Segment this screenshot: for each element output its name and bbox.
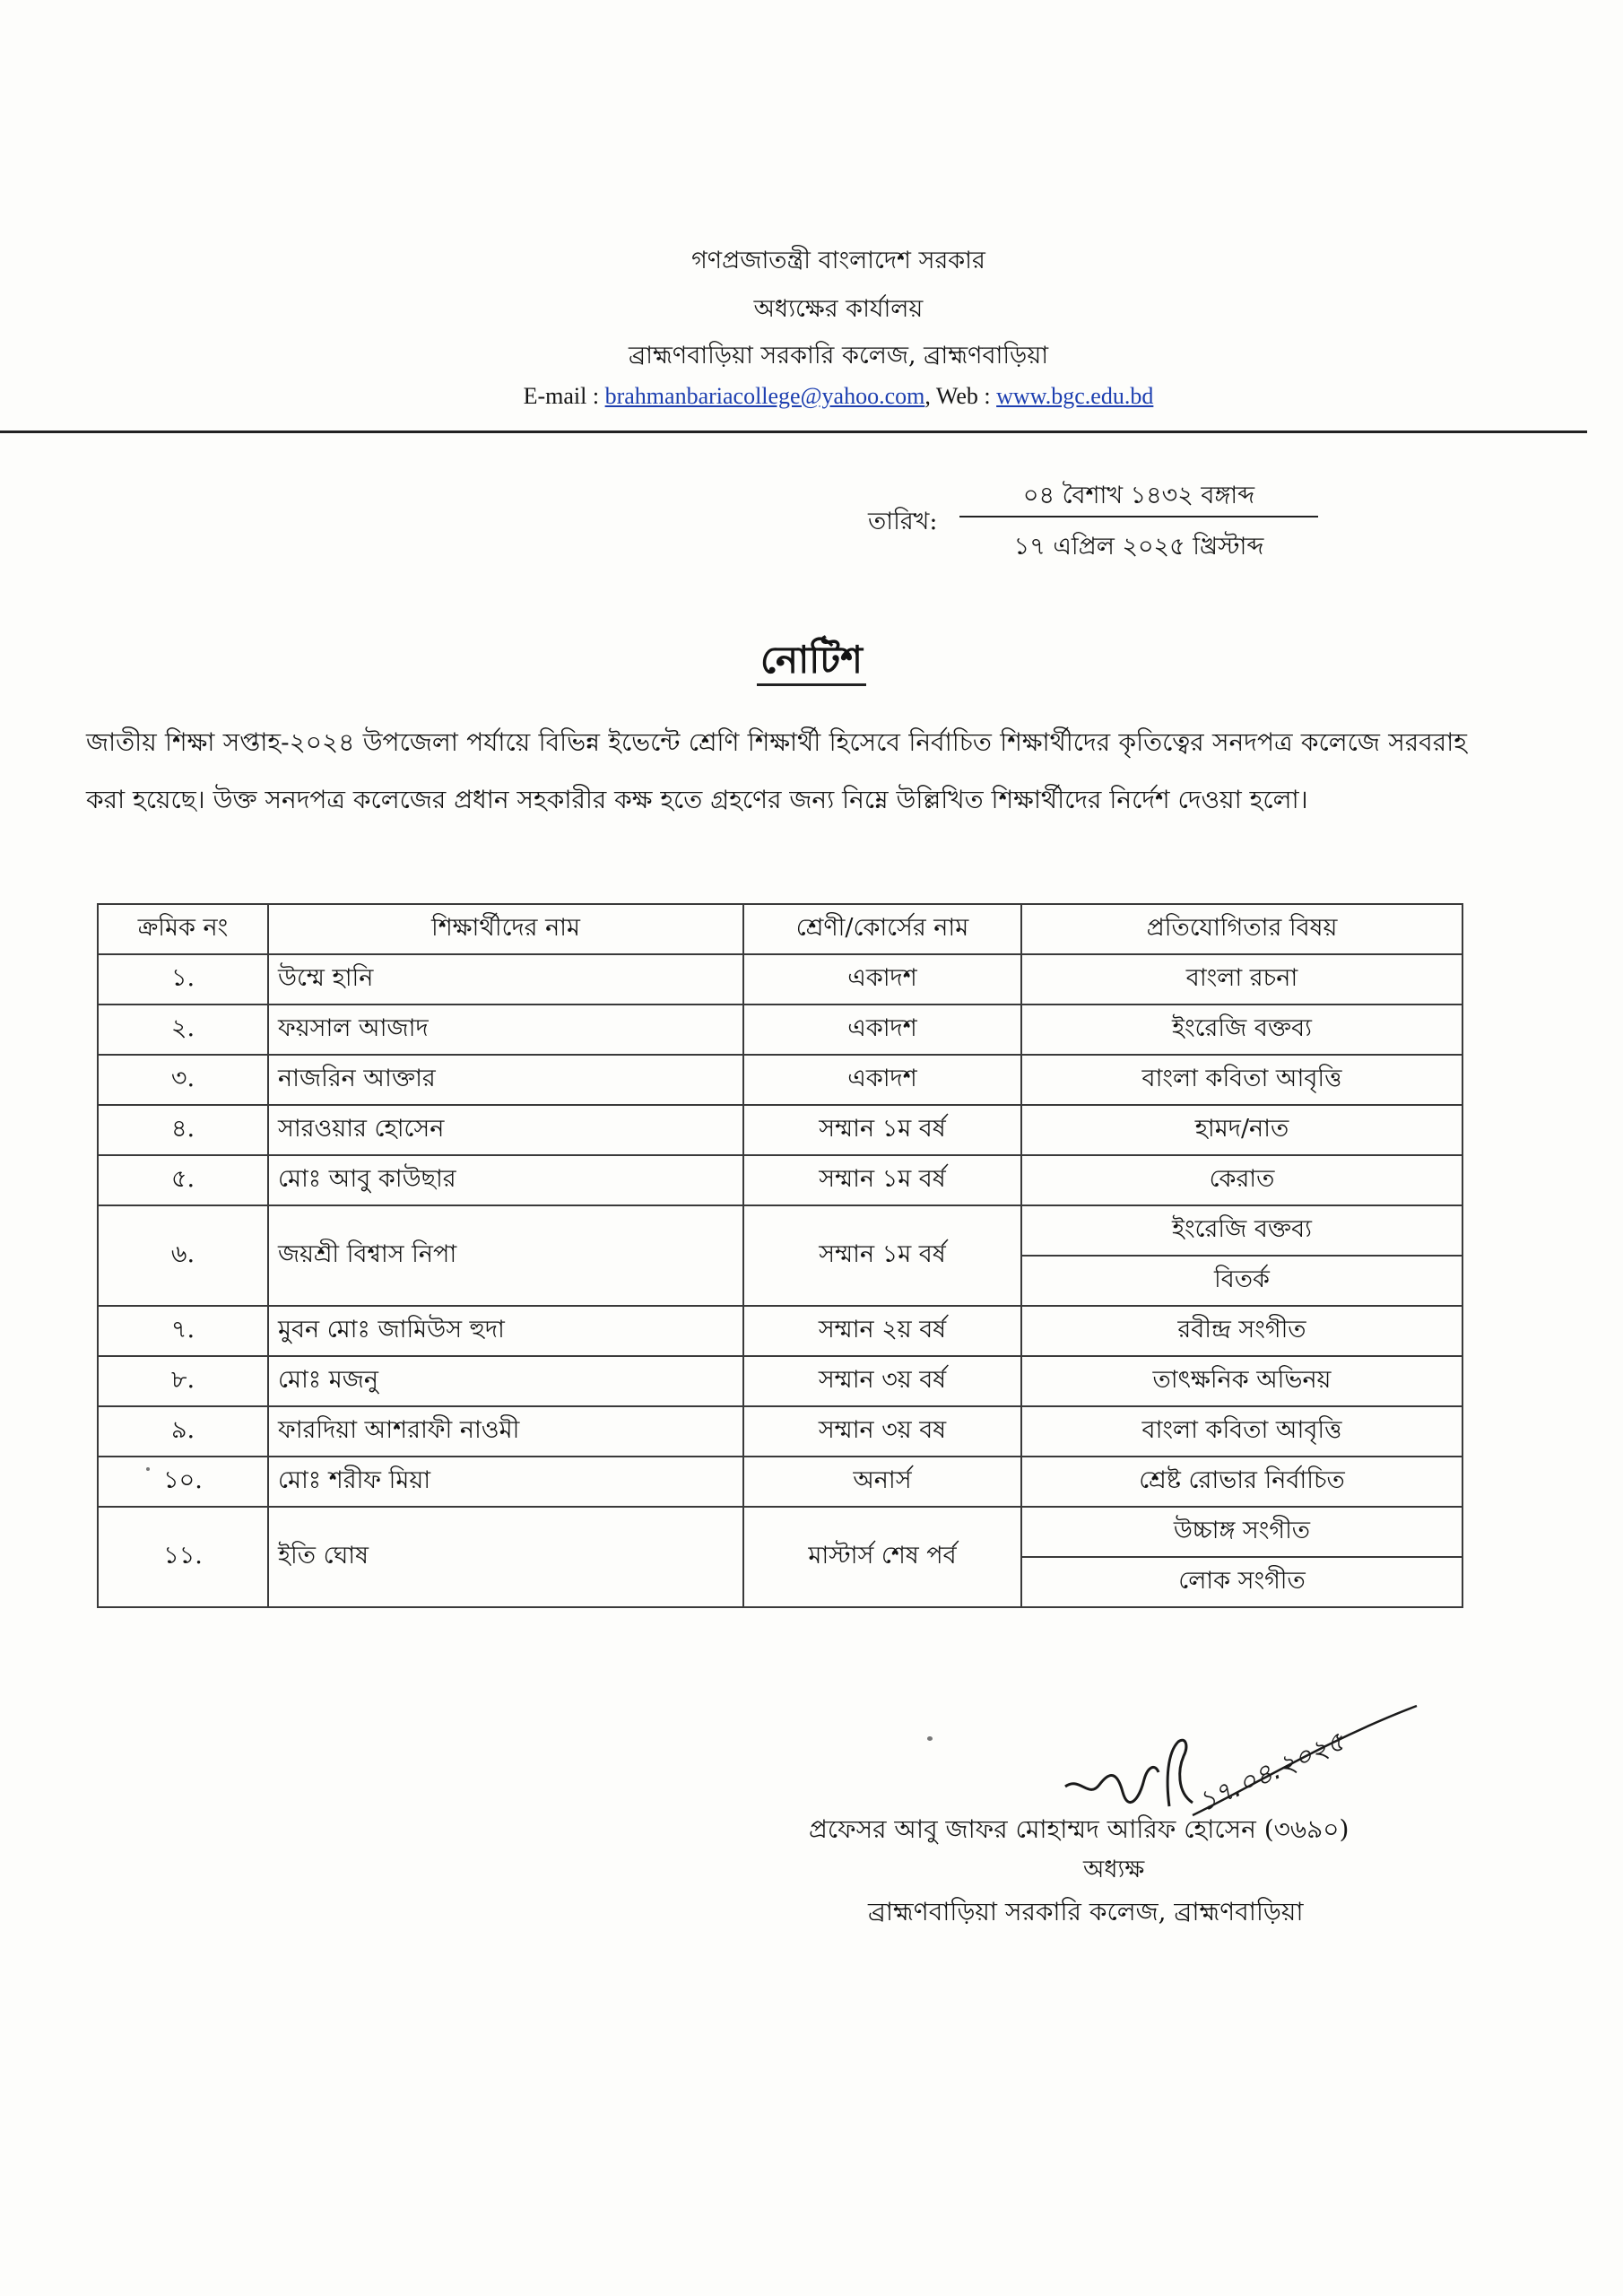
email-link[interactable]: brahmanbariacollege@yahoo.com: [604, 383, 925, 409]
serial-cell: ১.: [98, 954, 268, 1004]
principal-name: প্রফেসর আবু জাফর মোহাম্মদ আরিফ হোসেন (৩৬৯০): [809, 1814, 1350, 1844]
table-row: [98, 1457, 1462, 1507]
header-event: প্রতিযোগিতার বিষয়: [1021, 904, 1462, 954]
signature-date: ১৭.০৪.২০২৫: [1193, 1726, 1350, 1819]
header-student-name: শিক্ষার্থীদের নাম: [268, 904, 743, 954]
name-cell: জয়শ্রী বিশ্বাস নিপা: [268, 1205, 743, 1306]
signature-stroke: [1167, 1740, 1193, 1806]
name-cell: ইতি ঘোষ: [268, 1507, 743, 1607]
notice-body: জাতীয় শিক্ষা সপ্তাহ-২০২৪ উপজেলা পর্যায়ে বিভিন্ন ইভেন্টে শ্রেণি শিক্ষার্থী হিসেবে নির্বাচিত শিক্ষার্থীদের কৃতিত্বের সনদপত্র কলেজে সরবরাহ করা হয়েছে। উক্ত সনদপত্র কলেজের প্রধান সহকারীর কক্ষ হতে গ্রহণের জন্য নিম্নে উল্লিখিত শিক্ষার্থীদের নির্দেশ দেওয়া হলো।: [86, 727, 1467, 814]
table-row: [98, 1155, 1462, 1205]
table-row: [98, 1306, 1462, 1356]
serial-cell: ৮.: [98, 1356, 268, 1406]
class-cell: সম্মান ২য় বর্ষ: [743, 1306, 1021, 1356]
notice-title: নোটিশ: [757, 638, 866, 686]
student-table: [97, 903, 1463, 1608]
table-row: [98, 1055, 1462, 1105]
date-english: ১৭ এপ্রিল ২০২৫ খ্রিস্টাব্দ: [1013, 533, 1264, 561]
college-name: ব্রাহ্মণবাড়িয়া সরকারি কলেজ, ব্রাহ্মণবাড়িয়া: [628, 342, 1049, 370]
event-cell: কেরাত: [1021, 1155, 1462, 1205]
class-cell: অনার্স: [743, 1457, 1021, 1507]
table-row: [98, 1004, 1462, 1055]
principal-signature: [1058, 1686, 1435, 1830]
header-serial: ক্রমিক নং: [98, 904, 268, 954]
signature-stroke: [1065, 1767, 1159, 1802]
name-cell: ফয়সাল আজাদ: [268, 1004, 743, 1055]
class-cell: সম্মান ১ম বর্ষ: [743, 1105, 1021, 1155]
date-divider: [959, 516, 1318, 517]
web-label: , Web :: [924, 383, 997, 409]
class-cell: সম্মান ১ম বর্ষ: [743, 1205, 1021, 1306]
scan-speck: [146, 1467, 150, 1471]
name-cell: মুবন মোঃ জামিউস হুদা: [268, 1306, 743, 1356]
office-name: অধ্যক্ষের কার্যালয়: [753, 295, 924, 323]
name-cell: ফারদিয়া আশরাফী নাওমী: [268, 1406, 743, 1457]
principal-institution: ব্রাহ্মণবাড়িয়া সরকারি কলেজ, ব্রাহ্মণবাড়িয়া: [868, 1897, 1304, 1926]
event-cell: তাৎক্ষনিক অভিনয়: [1021, 1356, 1462, 1406]
scan-speck: [927, 1736, 933, 1741]
table-row: [98, 1205, 1462, 1256]
web-link[interactable]: www.bgc.edu.bd: [996, 383, 1154, 409]
name-cell: মোঃ শরীফ মিয়া: [268, 1457, 743, 1507]
serial-cell: ৯.: [98, 1406, 268, 1457]
serial-cell: ১০.: [98, 1457, 268, 1507]
event-cell: ইংরেজি বক্তব্য: [1021, 1205, 1462, 1256]
table-header-row: [98, 904, 1462, 954]
event-cell: বাংলা রচনা: [1021, 954, 1462, 1004]
table-row: [98, 1406, 1462, 1457]
event-cell: উচ্চাঙ্গ সংগীত: [1021, 1507, 1462, 1557]
table-row: [98, 1105, 1462, 1155]
principal-designation: অধ্যক্ষ: [1083, 1856, 1145, 1883]
class-cell: একাদশ: [743, 1055, 1021, 1105]
serial-cell: ৬.: [98, 1205, 268, 1306]
event-cell: বাংলা কবিতা আবৃত্তি: [1021, 1055, 1462, 1105]
class-cell: সম্মান ১ম বর্ষ: [743, 1155, 1021, 1205]
contact-line: [27, 382, 1623, 411]
serial-cell: ১১.: [98, 1507, 268, 1607]
event-cell: হামদ/নাত: [1021, 1105, 1462, 1155]
event-cell: ইংরেজি বক্তব্য: [1021, 1004, 1462, 1055]
serial-cell: ২.: [98, 1004, 268, 1055]
serial-cell: ৭.: [98, 1306, 268, 1356]
event-cell: শ্রেষ্ট রোভার নির্বাচিত: [1021, 1457, 1462, 1507]
date-bangla: ০৪ বৈশাখ ১৪৩২ বঙ্গাব্দ: [1022, 482, 1255, 509]
govt-name: গণপ্রজাতন্ত্রী বাংলাদেশ সরকার: [691, 247, 985, 274]
event-cell: বাংলা কবিতা আবৃত্তি: [1021, 1406, 1462, 1457]
header-class: শ্রেণী/কোর্সের নাম: [743, 904, 1021, 954]
date-label: তারিখ:: [868, 508, 938, 535]
name-cell: উম্মে হানি: [268, 954, 743, 1004]
table-row: [98, 1507, 1462, 1557]
class-cell: মাস্টার্স শেষ পর্ব: [743, 1507, 1021, 1607]
email-label: E-mail :: [523, 383, 605, 409]
class-cell: একাদশ: [743, 954, 1021, 1004]
serial-cell: ৫.: [98, 1155, 268, 1205]
table-row: [98, 954, 1462, 1004]
table-row: [98, 1356, 1462, 1406]
name-cell: মোঃ আবু কাউছার: [268, 1155, 743, 1205]
class-cell: সম্মান ৩য় বষ: [743, 1406, 1021, 1457]
class-cell: একাদশ: [743, 1004, 1021, 1055]
serial-cell: ৩.: [98, 1055, 268, 1105]
event-cell: বিতর্ক: [1021, 1256, 1462, 1306]
notice-heading: [0, 637, 1623, 683]
serial-cell: ৪.: [98, 1105, 268, 1155]
letterhead-divider: [0, 430, 1587, 433]
name-cell: সারওয়ার হোসেন: [268, 1105, 743, 1155]
event-cell: লোক সংগীত: [1021, 1557, 1462, 1607]
event-cell: রবীন্দ্র সংগীত: [1021, 1306, 1462, 1356]
class-cell: সম্মান ৩য় বর্ষ: [743, 1356, 1021, 1406]
name-cell: নাজরিন আক্তার: [268, 1055, 743, 1105]
name-cell: মোঃ মজনু: [268, 1356, 743, 1406]
